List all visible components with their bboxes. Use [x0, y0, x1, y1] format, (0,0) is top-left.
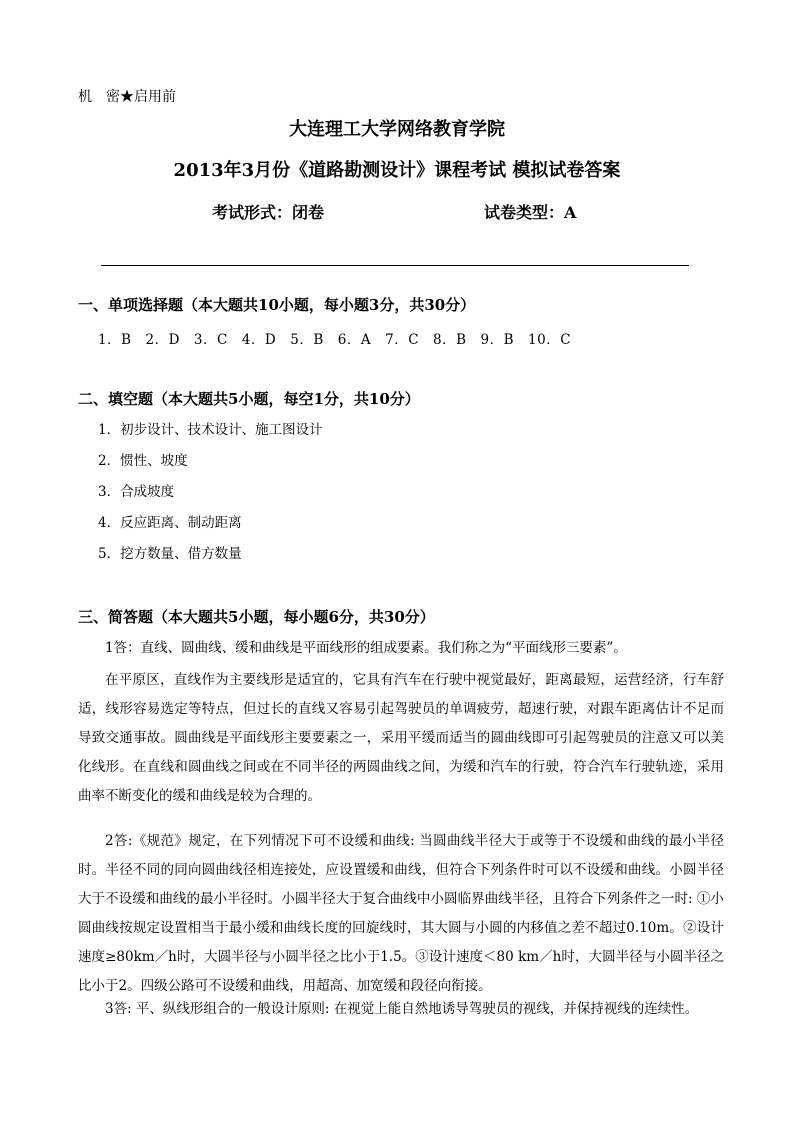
school-name: 大连理工大学网络教育学院 [289, 119, 505, 140]
section-multiple-choice-heading: 一、单项选择题（本大题共10小题，每小题3分，共30分） [78, 296, 476, 314]
fill-blank-answer-list [98, 418, 323, 573]
exam-form: 考试形式：闭卷 [212, 203, 325, 222]
list-item: 1．初步设计、技术设计、施工图设计 [98, 422, 323, 438]
list-item: 3．合成坡度 [98, 484, 175, 500]
paper-type: 试卷类型：A [484, 203, 577, 222]
multiple-choice-answers: 1．B 2．D 3．C 4．D 5．B 6．A 7．C 8．B 9．B 10．C [98, 332, 572, 348]
answer-paragraph: 2答:《规范》规定，在下列情况下可不设缓和曲线: 当圆曲线半径大于或等于不设缓和曲线的最小半径时。半径不同的同向圆曲线径相连接处，应设置缓和曲线，但符合下列条件时可以不设缓和曲线。小圆半径大于不设缓和曲线的最小半径时。小圆半径大于复合曲线中小圆临界曲线半径，且符合下列条件之一时: ①小圆曲线按规定设置相当于最小缓和曲线长度的回旋线时，其大圆与小圆的内移值之差不超过0.10m。②设计速度≥80km／h时，大圆半径与小圆半径之比小于1.5。③设计速度＜80 km／h时，大圆半径与小圆半径之比小于2。四级公路可不设缓和曲线，用超高、加宽缓和段径向衔接。 [78, 833, 724, 994]
exam-title: 2013年3月份《道路勘测设计》课程考试 模拟试卷答案 [173, 160, 621, 181]
section-short-answer-heading: 三、简答题（本大题共5小题，每小题6分，共30分） [78, 608, 435, 626]
list-item: 2．惯性、坡度 [98, 453, 188, 469]
list-item: 4．反应距离、制动距离 [98, 515, 242, 531]
answer-paragraph: 3答: 平、纵线形组合的一般设计原则: 在视觉上能自然地诱导驾驶员的视线，并保持视线的连续性。 [105, 1001, 699, 1017]
confidential-label: 机 密★启用前 [78, 89, 176, 105]
answer-paragraph: 在平原区，直线作为主要线形是适宜的，它具有汽车在行驶中视觉最好，距离最短，运营经济，行车舒适，线形容易选定等特点，但过长的直线又容易引起驾驶员的单调疲劳，超速行驶，对跟车距离估计不足而导致交通事故。圆曲线是平面线形主要要素之一，采用平缓而适当的圆曲线即可引起驾驶员的注意又可以美化线形。在直线和圆曲线之间或在不同半径的两圆曲线之间，为缓和汽车的行驶，符合汽车行驶轨迹，采用曲率不断变化的缓和曲线是较为合理的。 [78, 672, 724, 804]
answer-paragraph: 1答：直线、圆曲线、缓和曲线是平面线形的组成要素。我们称之为“平面线形三要素”。 [105, 640, 627, 656]
section-fill-blank-heading: 二、填空题（本大题共5小题，每空1分，共10分） [78, 390, 420, 408]
list-item: 5．挖方数量、借方数量 [98, 546, 242, 562]
header-divider [101, 265, 689, 266]
